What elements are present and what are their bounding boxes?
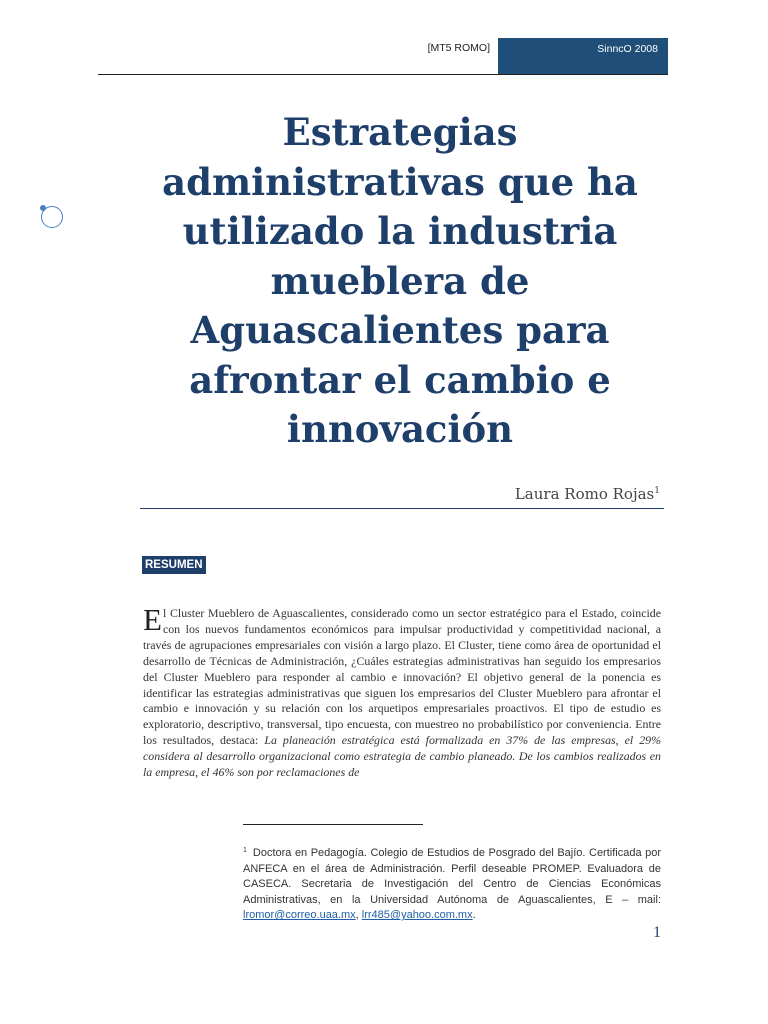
abstract-heading: RESUMEN [142, 556, 206, 574]
abstract-text-italic: La planeación estratégica está formalizada en 37% de las empresas, el 29% considera al desarrollo organizacional como estrategia de cambio planeado. De los cambios realizados en la empresa, el 46% son por reclamaciones de [143, 733, 661, 780]
footnote-separator: , [355, 909, 362, 922]
author-rule [140, 508, 664, 509]
footnote [243, 843, 661, 924]
footnote-rule [243, 824, 423, 825]
footnote-text: Doctora en Pedagogía. Colegio de Estudios de Posgrado del Bajío. Certificada por ANFECA en el área de Administración. Perfil deseable PROMEP. Evaluadora de CASECA. Secretaria de Investigación del Centro de Ciencias Económicas Administrativas, en la Universidad Autónoma de Aguascalientes, E – mail: [243, 847, 661, 906]
paper-title: Estrategias administrativas que ha utilizado la industria mueblera de Aguascalientes para afrontar el cambio e innovación [162, 110, 638, 451]
header-box [498, 38, 668, 75]
header-left-label: [MT5 ROMO] [427, 42, 490, 54]
circle-marker-dot-icon [40, 205, 46, 211]
footnote-marker: 1 [243, 847, 247, 854]
author-line [140, 485, 660, 503]
abstract-dropcap: E [143, 602, 162, 637]
author-name: Laura Romo Rojas [514, 485, 655, 503]
footnote-end: . [472, 909, 476, 922]
footnote-email-link-1[interactable]: lromor@correo.uaa.mx [243, 909, 356, 922]
page-number: 1 [653, 924, 661, 941]
footnote-email-link-2[interactable]: lrr485@yahoo.com.mx [361, 909, 473, 922]
abstract-text: l Cluster Mueblero de Aguascalientes, considerado como un sector estratégico para el Estado, coincide con los nuevos fundamentos económicos para impulsar productividad y competitividad nacional, a través de agrupaciones empresariales con visión a largo plazo. El Cluster, tiene como área de oportunidad el desarrollo de Técnicas de Administración, ¿Cuáles estrategias administrativas han seguido los empresarios del Cluster Mueblero para responder al cambio e innovación? El objetivo general de la ponencia es identificar las estrategias administrativas que siguen los empresarios del Cluster Mueblero para afrontar el cambio e innovación y su relación con los arquetipos empresariales proactivos. El tipo de estudio es exploratorio, descriptivo, transversal, tipo encuesta, con muestreo no probabilístico por conveniencia. Entre los resultados, destaca: [143, 606, 661, 748]
header-rule [98, 74, 668, 75]
abstract-body [143, 602, 661, 781]
author-footnote-marker: 1 [654, 486, 660, 496]
header-right-label: SinncO 2008 [597, 43, 658, 55]
